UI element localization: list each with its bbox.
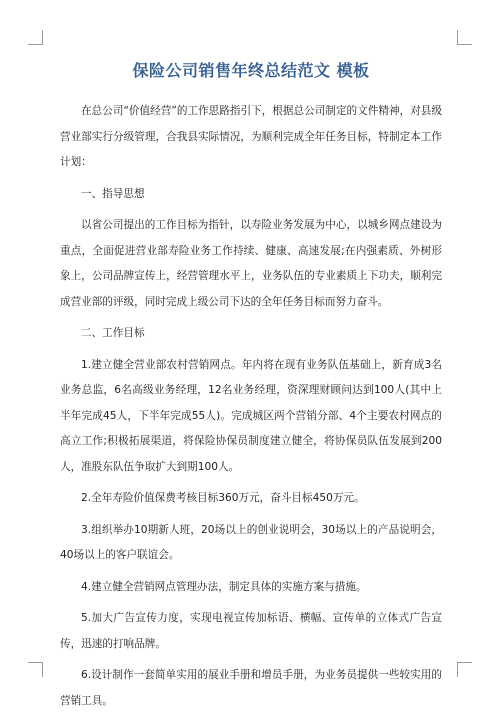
crop-mark-top-right	[457, 30, 472, 45]
goal-item-1: 1.建立健全营业部农村营销网点。年内将在现有业务队伍基础上，新育成3名业务总监，6名高级业务经理，12名业务经理，资深理财顾问达到100人(其中上半年完成45人，下半年完成55人)。完成城区两个营销分部、4个主要农村网点的高立工作;积极拓展渠道，将保险协保员制度建立健全，将协保员队伍发展到200人，准股东队伍争取扩大到期100人。	[60, 358, 442, 473]
crop-mark-bottom-right	[457, 662, 472, 677]
goal-item-2: 2.全年寿险价值保费考核目标360万元，奋斗目标450万元。	[81, 492, 365, 504]
crop-mark-top-left	[28, 30, 43, 45]
section-heading-work-goals: 二、工作目标	[81, 327, 145, 339]
goal-item-6: 6.设计制作一套简单实用的展业手册和增员手册，为业务员提供一些较实用的营销工具。	[60, 669, 442, 707]
goal-item-4: 4.建立健全营销网点管理办法，制定具体的实施方案与措施。	[81, 580, 367, 593]
guiding-ideology-paragraph: 以省公司提出的工作目标为指针，以寿险业务发展为中心，以城乡网点建设为重点，全面促进营业部寿险业务工作持续、健康、高速发展;在内强素质、外树形象上，公司品牌宣传上，经营管理水平上，业务队伍的专业素质上下功夫，顺利完成营业部的评级，同时完成上级公司下达的全年任务目标而努力奋斗。	[60, 219, 442, 308]
section-heading-guiding-ideology: 一、指导思想	[81, 187, 145, 200]
document-page	[60, 58, 442, 720]
intro-paragraph: 在总公司“价值经营”的工作思路指引下，根据总公司制定的文件精神，对县级营业部实行分级管理，合我县实际情况，为顺利完成全年任务目标，特制定本工作计划：	[60, 105, 442, 168]
document-title: 保险公司销售年终总结范文 模板	[132, 61, 370, 80]
goal-item-3: 3.组织举办10期新人班，20场以上的创业说明会，30场以上的产品说明会，40场以上的客户联谊会。	[60, 523, 442, 561]
document-body	[60, 99, 442, 714]
goal-item-5: 5.加大广告宣传力度，实现电视宣传加标语、横幅、宣传单的立体式广告宣传，迅速的打响品牌。	[60, 612, 442, 650]
crop-mark-bottom-left	[28, 662, 43, 677]
